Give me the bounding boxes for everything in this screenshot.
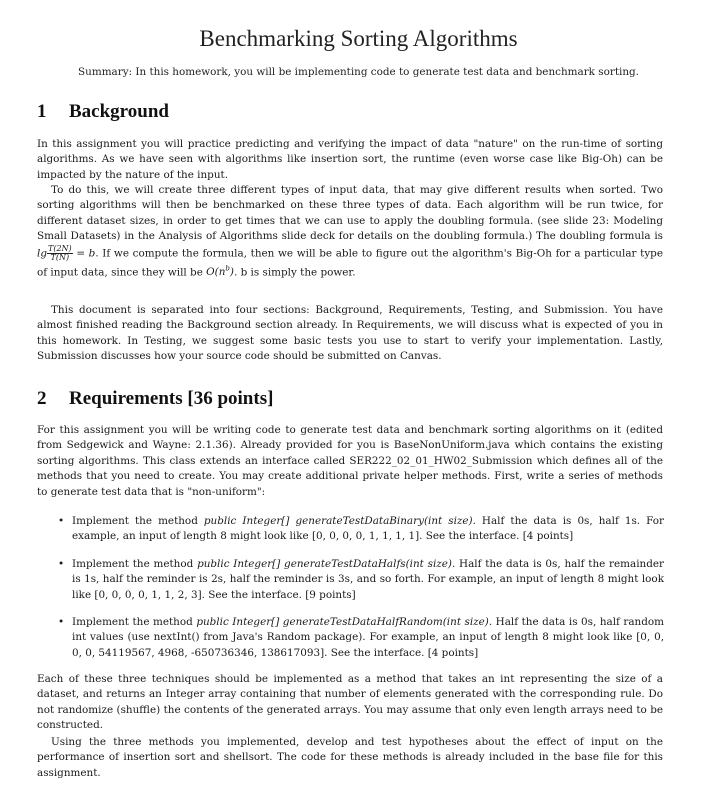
big-oh-exponent: b xyxy=(225,264,230,273)
section-heading-background xyxy=(37,101,169,123)
bullet-icon: • xyxy=(58,558,65,570)
p3-text: This document is separated into four sections: Background, Requirements, Testing, and Submission. You have almost finished reading the Background section already. In Requirements, we will discuss what is expected of you in this homework. In Testing, we suggest some basic tests you use to start to verify your implementation. Lastly, Submission discusses how your source code should be submitted on Canvas. xyxy=(37,304,663,363)
method-signature: public Integer[] generateTestDataHalfRandom(int size) xyxy=(196,616,489,628)
list-item xyxy=(58,615,664,661)
fraction-numerator: T(2N) xyxy=(47,243,72,253)
bullet-icon: • xyxy=(58,515,65,527)
bullet-text-post: . Half the data is 0s, half 1s. For example, an input of length 8 might look like [0, 0, 0, 0, 1, 1, 1, 1]. See the interface. [4 points] xyxy=(72,515,665,543)
p2-text-end: . b is simply the power. xyxy=(233,266,356,279)
formula-lg: lg xyxy=(37,247,47,260)
section-number: 2 xyxy=(37,388,47,409)
document-title: Benchmarking Sorting Algorithms xyxy=(199,26,518,51)
p2-text: To do this, we will create three different types of input data, that may give different results when sorted. Two sorting algorithms will then be benchmarked on these three types of data. Each algorithm will be run twice, for different dataset sizes, in order to get times that we can use to apply the doubling formula. (see slide 23: Modeling Small Datasets) in the Analysis of Algorithms slide deck for details on the doubling formula.) The doubling formula is xyxy=(37,184,663,243)
method-signature: public Integer[] generateTestDataHalfs(int size) xyxy=(197,558,452,570)
method-signature: public Integer[] generateTestDataBinary(int size) xyxy=(203,515,473,527)
big-oh-close: ) xyxy=(229,266,234,279)
summary: Summary: In this homework, you will be implementing code to generate test data and benchmark sorting. xyxy=(78,66,639,78)
bullet-text-post: . Half the data is 0s, half the remainder is 1s, half the reminder is 2s, half the reminder is 3s, and so forth. For example, an input of length 8 might look like [0, 0, 0, 0, 1, 1, 2, 3]. See the interface. [9 points] xyxy=(72,558,664,601)
list-item xyxy=(58,514,664,545)
fraction-denominator: T(N) xyxy=(50,252,70,262)
requirements-paragraph-3 xyxy=(37,735,663,781)
formula-equals: = b xyxy=(72,247,96,260)
p2-text-after: . If we compute the formula, then we will be able to figure out the algorithm's Big-Oh for a particular type of input data, since they will be xyxy=(37,247,663,279)
section-title: Background xyxy=(69,101,169,122)
big-oh-notation xyxy=(206,266,234,278)
section-heading-requirements xyxy=(37,388,273,410)
list-item xyxy=(58,557,664,603)
background-paragraph-2 xyxy=(37,183,663,281)
background-paragraph-1: In this assignment you will practice predicting and verifying the impact of data "nature" on the run-time of sorting algorithms. As we have seen with algorithms like insertion sort, the runtime (even worse case like Big-Oh) can be impacted by the nature of the input. xyxy=(37,138,663,181)
bullet-text: Implement the method xyxy=(72,616,197,628)
bullet-icon: • xyxy=(58,616,65,628)
bullet-text-post: . Half the data is 0s, half random int values (use nextInt() from Java's Random package). For example, an input of length 8 might look like [0, 0, 0, 0, 54119567, 4968, -650736346, 138617093]. See the interface. [4 points] xyxy=(72,616,665,659)
requirements-paragraph-2: Each of these three techniques should be implemented as a method that takes an int representing the size of a dataset, and returns an Integer array containing that number of elements generated with the corresponding rule. Do not randomize (shuffle) the contents of the generated arrays. You may assume that only even length arrays need to be constructed. xyxy=(37,673,663,732)
section-title: Requirements [36 points] xyxy=(69,388,274,409)
big-oh-base: O(n xyxy=(206,266,226,279)
bullet-text: Implement the method xyxy=(72,558,198,570)
background-paragraph-3 xyxy=(37,303,663,365)
section-number: 1 xyxy=(37,101,47,122)
p3-text: Using the three methods you implemented, develop and test hypotheses about the effect of input on the performance of insertion sort and shellsort. The code for these methods is already included in the base file for this assignment. xyxy=(37,736,663,779)
doubling-fraction xyxy=(47,245,73,262)
requirements-paragraph-1: For this assignment you will be writing code to generate test data and benchmark sorting algorithms on it (edited from Sedgewick and Wayne: 2.1.36). Already provided for you is BaseNonUniform.java which contains the existing sorting algorithms. This class extends an interface called SER222_02_01_HW02_Submission which defines all of the methods that you need to create. You may create additional private helper methods. First, write a series of methods to generate test data that is "non-uniform": xyxy=(37,424,663,498)
bullet-text: Implement the method xyxy=(72,515,204,527)
